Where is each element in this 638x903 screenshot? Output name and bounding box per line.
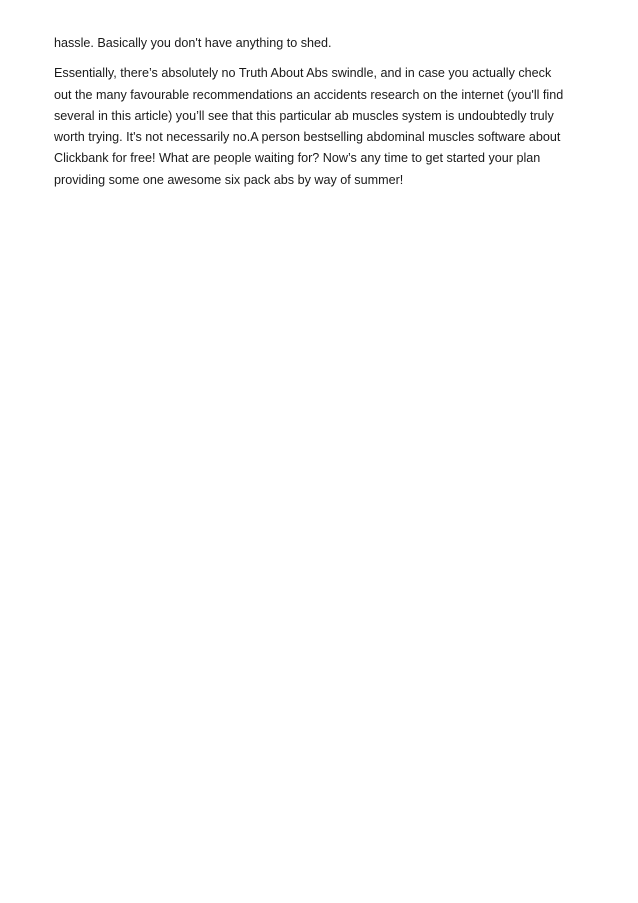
document-body [54, 33, 594, 191]
paragraph-2 [54, 63, 594, 191]
paragraph-line: hassle. Basically you don't have anything to shed. [54, 36, 332, 50]
paragraph-1 [54, 33, 594, 54]
paragraph-line: out the many favourable recommendations an accidents research on the internet (you'll find [54, 87, 564, 102]
paragraph-line: Essentially, there’s absolutely no Truth About Abs swindle, and in case you actually check [54, 66, 552, 81]
paragraph-line: providing some one awesome six pack abs by way of summer! [54, 172, 404, 187]
paragraph-line: several in this article) you’ll see that this particular ab muscles system is undoubtedly truly [54, 108, 554, 123]
paragraph-line: Clickbank for free! What are people waiting for? Now’s any time to get started your plan [54, 151, 541, 166]
paragraph-line: worth trying. It's not necessarily no.A person bestselling abdominal muscles software about [54, 130, 561, 145]
